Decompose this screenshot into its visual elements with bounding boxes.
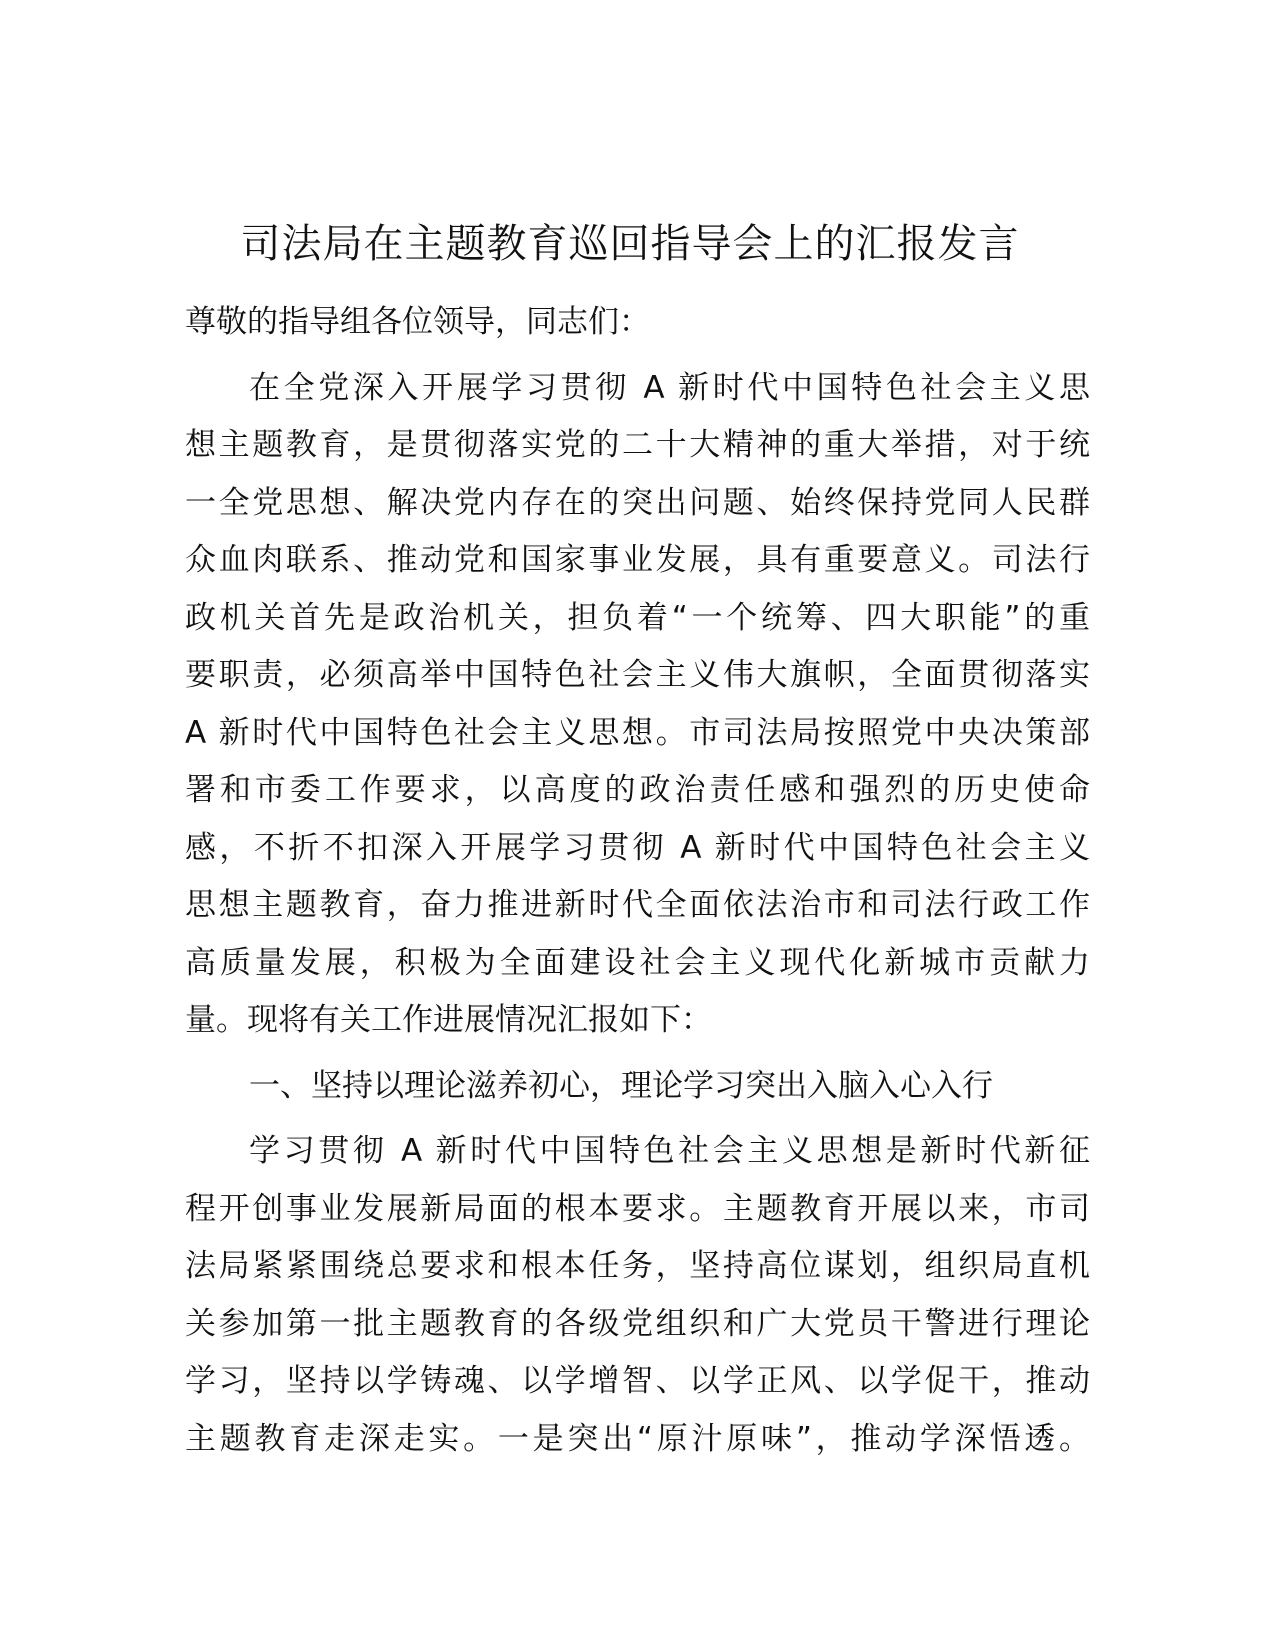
text-line: 思想主题教育，奋力推进新时代全面依法治市和司法行政工作	[185, 887, 1090, 923]
text-line: 学习贯彻 A 新时代中国特色社会主义思想是新时代新征	[249, 1133, 1090, 1169]
text-line: 程开创事业发展新局面的根本要求。主题教育开展以来，市司	[185, 1190, 1090, 1227]
text-line: 在全党深入开展学习贯彻 A 新时代中国特色社会主义思	[249, 369, 1090, 406]
paragraph-section1	[185, 1123, 1090, 1468]
paragraph-gap	[185, 1050, 1090, 1058]
text-line: 法局紧紧围绕总要求和根本任务，坚持高位谋划，组织局直机	[185, 1248, 1090, 1284]
document-body	[185, 294, 1090, 1468]
text-line: 要职责，必须高举中国特色社会主义伟大旗帜，全面贯彻落实	[185, 657, 1090, 693]
greeting-line: 尊敬的指导组各位领导，同志们：	[185, 304, 650, 340]
section-heading: 一、坚持以理论滋养初心，理论学习突出入脑入心入行	[249, 1067, 993, 1104]
text-line: 学习，坚持以学铸魂、以学增智、以学正风、以学促干，推动	[185, 1363, 1090, 1399]
text-line: 一全党思想、解决党内存在的突出问题、始终保持党同人民群	[185, 484, 1090, 521]
text-line: 感，不折不扣深入开展学习贯彻 A 新时代中国特色社会主义	[185, 829, 1090, 866]
text-line: 众血肉联系、推动党和国家事业发展，具有重要意义。司法行	[185, 542, 1090, 578]
text-line: 关参加第一批主题教育的各级党组织和广大党员干警进行理论	[185, 1305, 1090, 1342]
text-line: 政机关首先是政治机关，担负着“一个统筹、四大职能”的重	[185, 599, 1090, 636]
paragraph-gap	[185, 1115, 1090, 1123]
text-line: 署和市委工作要求，以高度的政治责任感和强烈的历史使命	[185, 772, 1090, 808]
text-line: 主题教育走深走实。一是突出“原汁原味”，推动学深悟透。	[185, 1420, 1090, 1457]
text-line: 高质量发展，积极为全面建设社会主义现代化新城市贡献力	[185, 944, 1090, 981]
document-title: 司法局在主题教育巡回指导会上的汇报发言	[240, 221, 1020, 267]
text-line: 想主题教育，是贯彻落实党的二十大精神的重大举措，对于统	[185, 427, 1090, 463]
paragraph-gap	[185, 352, 1090, 360]
text-line: 量。现将有关工作进展情况汇报如下：	[185, 1002, 712, 1038]
paragraph-intro	[185, 360, 1090, 1050]
text-line: A 新时代中国特色社会主义思想。市司法局按照党中央决策部	[185, 714, 1090, 751]
